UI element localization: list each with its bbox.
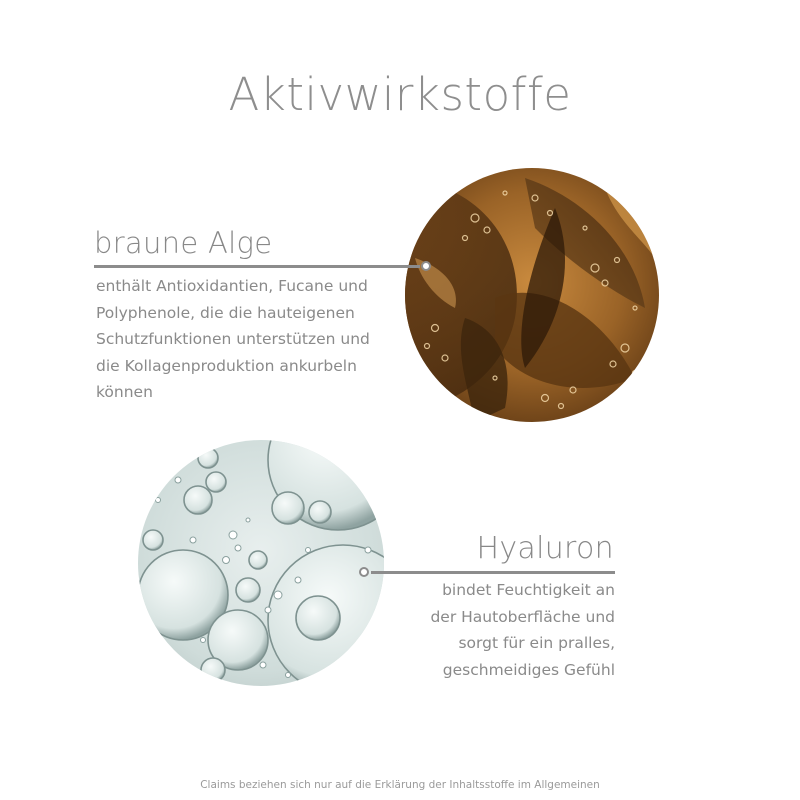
description-line: Schutzfunktionen unterstützen und — [96, 330, 370, 348]
hyaluron-bubbles-image — [138, 440, 384, 686]
description-line: enthält Antioxidantien, Fucane und — [96, 277, 368, 295]
ingredient-description-hyaluron — [395, 577, 615, 683]
connector-line-brown-algae — [94, 265, 420, 268]
claims-disclaimer: Claims beziehen sich nur auf die Erklärung der Inhaltsstoffe im Allgemeinen — [200, 779, 600, 791]
connector-dot-hyaluron — [359, 567, 369, 577]
description-line: sorgt für ein pralles, — [458, 634, 615, 652]
description-line: der Hautoberfläche und — [430, 607, 615, 626]
connector-line-hyaluron — [371, 571, 615, 574]
description-line: geschmeidiges Gefühl — [442, 660, 615, 679]
description-line: können — [96, 383, 153, 401]
description-line: Polyphenole, die die hauteigenen — [96, 303, 355, 322]
brown-algae-image — [405, 168, 659, 422]
ingredient-description-brown-algae — [96, 273, 396, 406]
connector-dot-brown-algae — [421, 261, 431, 271]
description-line: die Kollagenproduktion ankurbeln — [96, 356, 357, 375]
ingredient-heading-hyaluron: Hyaluron — [476, 531, 614, 566]
description-line: bindet Feuchtigkeit an — [442, 581, 615, 599]
ingredient-heading-brown-algae: braune Alge — [94, 226, 273, 260]
page-title: Aktivwirkstoffe — [228, 68, 572, 121]
